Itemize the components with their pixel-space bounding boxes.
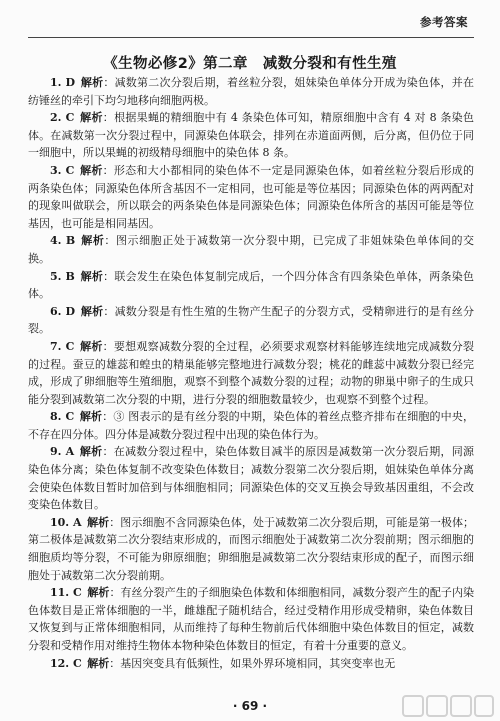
explanation-label: 解析	[80, 234, 105, 248]
answer-number: 10. A	[50, 515, 82, 529]
explanation-text: ：基因突变具有低频性，如果外界环境相同，其突变率也无	[109, 656, 396, 670]
answer-number: 9. A	[50, 445, 75, 459]
explanation-label: 解析	[79, 163, 103, 177]
explanation-text: ：减数第二次分裂后期，着丝粒分裂，姐妹染色单体分开成为染色体，并在纺锤丝的牵引下均匀地移向细胞两极。	[28, 76, 475, 107]
answer-entry	[28, 162, 474, 232]
answer-entry	[28, 109, 474, 162]
answer-entry	[28, 584, 474, 654]
explanation-text: ：根据果蝇的精细胞中有 4 条染色体可知，精原细胞中含有 4 对 8 条染色体。在减数第一次分裂过程中，同源染色体联会，排列在赤道面两侧，后分离，但仍位于同一细胞中，所以果蝇的初级精母细胞中的染色体 8 条。	[28, 111, 474, 160]
explanation-label: 解析	[79, 339, 103, 353]
answer-entry	[28, 74, 474, 109]
answer-number: 6. D	[50, 304, 76, 318]
explanation-label: 解析	[80, 269, 104, 283]
answer-entry	[28, 443, 474, 513]
explanation-text: ：要想观察减数分裂的全过程，必须要求观察材料能够连续地完成减数分裂的过程。蚕豆的雄蕊和蝗虫的精巢能够完整地进行减数分裂；桃花的雌蕊中减数分裂已经完成，形成了卵细胞等生殖细胞，观察不到整个减数分裂的过程；动物的卵巢中卵子的生成只能分裂到减数第二次分裂的中期，进行分裂的细胞数量较少，也观察不到整个过程。	[28, 339, 475, 406]
answer-number: 2. C	[50, 111, 75, 125]
answer-entry	[28, 408, 474, 443]
answer-number: 1. D	[50, 76, 76, 89]
watermark-logo	[402, 693, 494, 719]
answer-entry	[28, 514, 474, 584]
explanation-label: 解析	[80, 76, 104, 89]
chapter-title: 《生物必修2》第二章 减数分裂和有性生殖	[103, 56, 397, 72]
answer-entry	[28, 303, 474, 338]
answer-list	[28, 74, 474, 672]
explanation-text: ：图示细胞正处于减数第一次分裂中期，已完成了非姐妹染色单体间的交换。	[28, 234, 475, 265]
explanation-text: ：减数分裂是有性生殖的生物产生配子的分裂方式，受精卵进行的是有丝分裂。	[28, 304, 475, 336]
explanation-text: ：形态和大小都相同的染色体不一定是同源染色体，如着丝粒分裂后形成的两条染色体；同源染色体所含基因不一定相同，也可能是等位基因；同源染色体的两两配对的现象叫做联会，所以联会的两条染色体是同源染色体；同源染色体所含的基因可能是等位基因，也可能是相同基因。	[28, 163, 475, 230]
explanation-label: 解析	[79, 445, 103, 459]
answer-entry	[28, 338, 474, 408]
answer-entry	[28, 268, 474, 303]
answer-number: 4. B	[50, 234, 76, 248]
answer-entry	[28, 655, 474, 673]
explanation-text: ：图示细胞不含同源染色体，处于减数第二次分裂后期，可能是第一极体；第二极体是减数第二次分裂结束形成的，而图示细胞处于减数第二次分裂前期；图示细胞的细胞质均等分裂，不可能为卵原细胞；卵细胞是减数第二次分裂结束形成的配子，而图示细胞处于减数第二次分裂前期。	[28, 515, 474, 582]
answer-number: 3. C	[50, 163, 75, 177]
explanation-label: 解析	[79, 410, 103, 424]
header-rule	[28, 37, 474, 38]
answer-number: 7. C	[50, 339, 75, 353]
answer-number: 8. C	[50, 410, 75, 424]
answer-number: 5. B	[50, 269, 75, 283]
header-label: 参考答案	[420, 15, 468, 29]
answer-number: 12. C	[50, 656, 82, 670]
explanation-text: ：在减数分裂过程中，染色体数目减半的原因是减数第一次分裂后期，同源染色体分离；染色体复制不改变染色体数目；减数分裂第二次分裂后期，姐妹染色单体分离会使染色体数目暂时加倍到与体细胞相同；同源染色体的交叉互换会导致基因重组，不会改变染色体数目。	[28, 445, 475, 512]
explanation-label: 解析	[87, 656, 110, 670]
explanation-text: ：联会发生在染色体复制完成后，一个四分体含有四条染色单体，两条染色体。	[28, 269, 474, 301]
explanation-label: 解析	[87, 586, 110, 600]
explanation-label: 解析	[87, 515, 110, 529]
page-header	[0, 0, 500, 40]
explanation-text: ：③ 图表示的是有丝分裂的中期，染色体的着丝点整齐排布在细胞的中央，不存在四分体。四分体是减数分裂过程中出现的染色体行为。	[28, 410, 474, 441]
page-number: · 69 ·	[232, 699, 268, 713]
explanation-text: ：有丝分裂产生的子细胞染色体数和体细胞相同，减数分裂产生的配子内染色体数目是正常体细胞的一半，雌雄配子随机结合，经过受精作用形成受精卵，染色体数目又恢复到与正常体细胞相同，从而维持了每种生物前后代体细胞中染色体数目的恒定，减数分裂和受精作用对维持生物体本物种染色体数目的恒定，有着十分重要的意义。	[28, 586, 475, 652]
explanation-label: 解析	[79, 111, 103, 125]
explanation-label: 解析	[80, 304, 104, 318]
answer-entry	[28, 232, 474, 267]
answer-number: 11. C	[50, 586, 82, 600]
